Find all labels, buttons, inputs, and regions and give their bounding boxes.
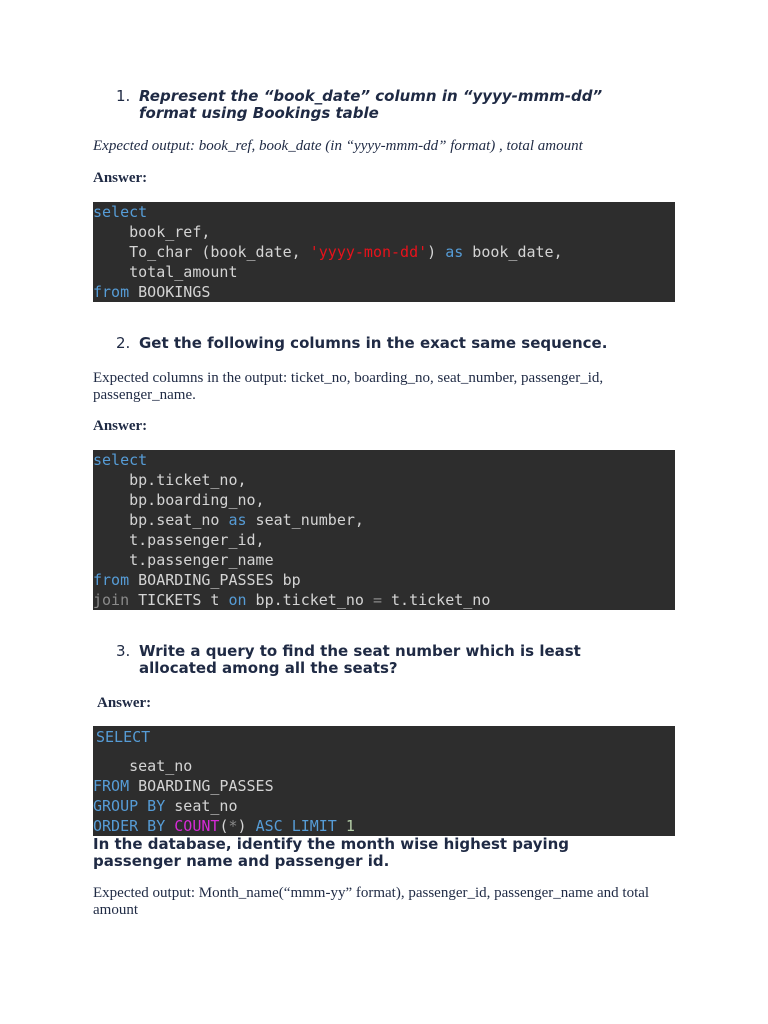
question-2-title [116,335,636,352]
code-text: bp.seat_no [93,511,229,529]
sql-keyword: as [445,243,464,261]
code-text: BOARDING_PASSES [129,777,274,795]
code-line [93,490,675,510]
sql-operator: = [372,591,382,609]
code-text: ( [219,817,229,835]
sql-number: 1 [345,817,355,835]
question-2-code-block [93,450,675,610]
code-line [93,726,675,756]
question-1-code-block [93,202,675,302]
sql-keyword: LIMIT [291,817,337,835]
sql-keyword: as [228,511,247,529]
code-line [93,816,675,836]
code-line [93,776,675,796]
question-2-answer-label: Answer: [93,418,148,434]
code-text: bp.ticket_no, [93,471,247,489]
question-4-text: In the database, identify the month wise highest paying passenger name and passenger id. [93,835,570,870]
code-text: bp.ticket_no [246,591,373,609]
sql-string: 'yyyy-mon-dd' [309,243,428,261]
code-text: t.ticket_no [382,591,491,609]
code-text [165,817,174,835]
code-line [93,262,675,282]
code-line [93,756,675,776]
sql-keyword: ORDER BY [93,817,166,835]
code-text: BOOKINGS [129,283,211,301]
code-line [93,590,675,610]
code-text: book_ref, [93,223,211,241]
sql-keyword: join [93,591,130,609]
code-line [93,242,675,262]
sql-keyword: SELECT [96,728,151,746]
sql-function: COUNT [174,817,220,835]
question-3-title [116,643,636,677]
sql-keyword: select [93,451,148,469]
code-text: ) [427,243,446,261]
code-line [93,470,675,490]
question-4-expected-output: Expected output: Month_name(“mmm-yy” format), passenger_id, passenger_name and total amount [93,885,650,918]
code-text: BOARDING_PASSES bp [129,571,301,589]
code-text [337,817,346,835]
question-1-text: Represent the “book_date” column in “yyyy-mmm-dd” format using Bookings table [139,87,603,122]
code-text: seat_no [93,757,193,775]
question-2-text: Get the following columns in the exact same sequence. [139,334,608,352]
question-3-number: 3. [116,642,131,660]
question-2-expected-columns: Expected columns in the output: ticket_no, boarding_no, seat_number, passenger_id, passenger_name. [93,370,604,403]
sql-keyword: GROUP BY [93,797,166,815]
question-3-code-block [93,726,675,836]
code-line [93,450,675,470]
sql-operator: * [228,817,238,835]
code-line [93,282,675,302]
sql-keyword: select [93,203,148,221]
code-line [93,510,675,530]
code-line [93,202,675,222]
code-text: To_char (book_date, [93,243,310,261]
code-text: seat_no [165,797,238,815]
sql-keyword: from [93,571,130,589]
code-text: t.passenger_name [93,551,274,569]
sql-keyword: on [228,591,247,609]
question-1-title [116,88,636,122]
question-3-answer-label: Answer: [97,695,152,711]
question-1-expected-output: Expected output: book_ref, book_date (in “yyyy-mmm-dd” format) , total amount [93,138,583,154]
code-text: ) [237,817,256,835]
code-text: book_date, [463,243,563,261]
code-line [93,550,675,570]
code-line [93,570,675,590]
code-line [93,530,675,550]
sql-keyword: FROM [93,777,130,795]
sql-keyword: from [93,283,130,301]
code-text: TICKETS t [129,591,229,609]
question-3-text: Write a query to find the seat number which is least allocated among all the seats? [139,642,581,677]
question-4-title [93,836,653,870]
sql-keyword: ASC [255,817,283,835]
code-line [93,796,675,816]
code-text: bp.boarding_no, [93,491,265,509]
code-text: t.passenger_id, [93,531,265,549]
code-text: total_amount [93,263,238,281]
code-text [283,817,292,835]
question-1-number: 1. [116,87,131,105]
code-text: seat_number, [246,511,364,529]
question-1-answer-label: Answer: [93,170,148,186]
code-line [93,222,675,242]
question-2-number: 2. [116,334,131,352]
